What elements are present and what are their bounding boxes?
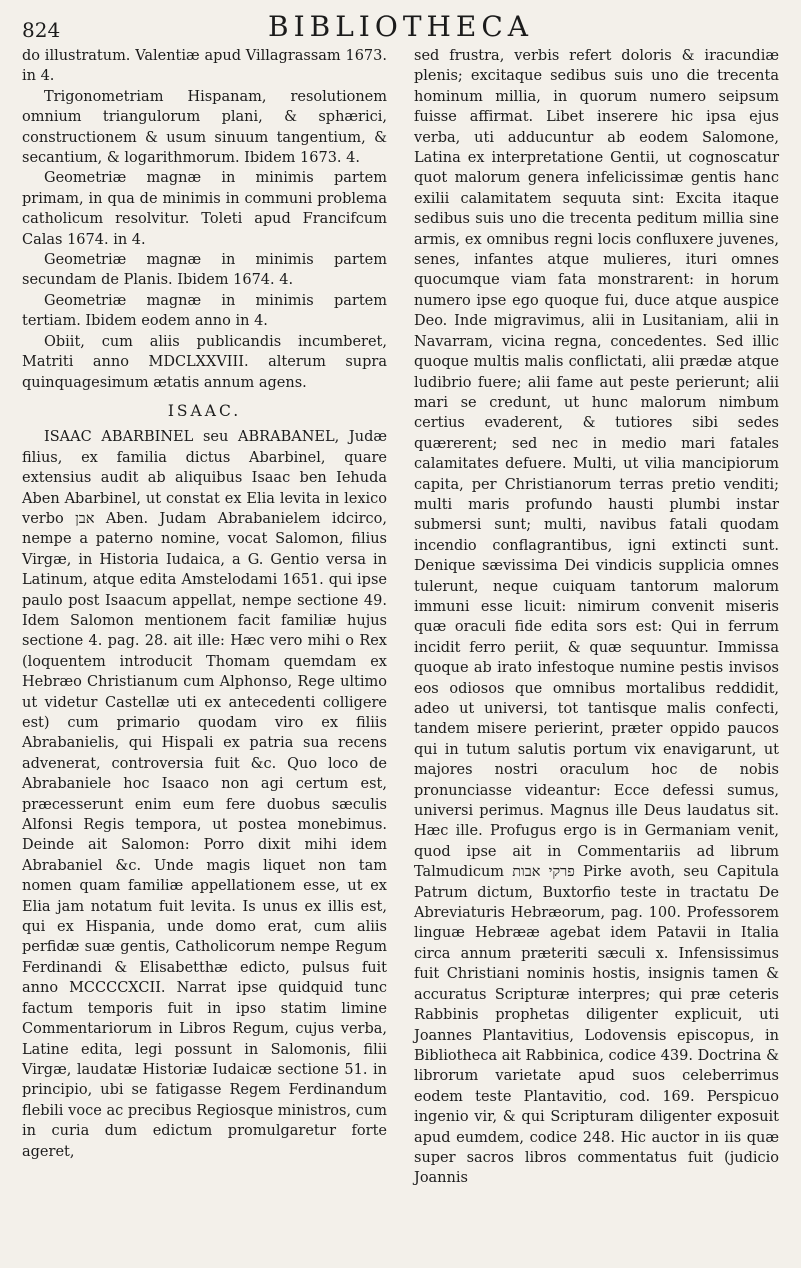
section-heading: ISAAC. bbox=[167, 401, 242, 420]
running-title: BIBLIOTHECA bbox=[268, 10, 533, 43]
paragraph: Obiit, cum aliis publicandis incumberet, Matriti anno MDCLXXVIII. alterum supra quinquagesimum ætatis annum agens. bbox=[22, 333, 387, 391]
paragraph: do illustratum. Valentiæ apud Villagrassam 1673. in 4. bbox=[22, 48, 387, 85]
right-column bbox=[414, 46, 779, 1189]
page-number: 824 bbox=[22, 18, 61, 42]
paragraph: Geometriæ magnæ in minimis partem secundam de Planis. Ibidem 1674. 4. bbox=[22, 252, 387, 289]
paragraph: ISAAC ABARBINEL seu ABRABANEL, Judæ filius, ex familia dictus Abarbinel, quare extensius audit ab aliquibus Isaac ben Iehuda Aben Abarbinel, ut constat ex Elia levita in lexico verbo אבן Aben. Judam Abrabanielem idcirco, nempe a paterno nomine, vocat Salomon, filius Virgæ, in Historia Iudaica, a G. Gentio versa in Latinum, atque edita Amstelodami 1651. qui ipse paulo post Isaacum appellat, nempe sectione 49. Idem Salomon mentionem facit familiæ hujus sectione 4. pag. 28. ait ille: Hæc vero mihi o Rex (loquentem introducit Thomam quemdam ex Hebræo Christianum cum Alphonso, Rege ultimo ut videtur Castellæ uti ex antecedenti colligere est) cum primario quodam viro ex filiis Abrabanielis, qui Hispali ex patria sua recens advenerat, controversia fuit &c. Quo loco de Abrabaniele hoc Isaaco non agi certum est, præcesserunt enim eum fere duobus sæculis Alfonsi Regis tempora, ut postea monebimus. Deinde ait Salomon: Porro dixit mihi idem Abrabaniel &c. Unde magis liquet non tam nomen quam familiæ appellationem esse, ut ex Elia jam notatum fuit levita. Is unus ex illis est, qui ex Hispania, unde domo erat, cum aliis perfidæ suæ gentis, Catholicorum nempe Regum Ferdinandi & Elisabetthæ edicto, pulsus fuit anno MCCCCXCII. Narrat ipse quidquid tunc factum temporis fuit in ipso statim limine Commentariorum in Libros Regum, cujus verba, Latine edita, legi possunt in Salomonis, filii Virgæ, laudatæ Historiæ Iudaicæ sectione 51. in principio, ubi se fatigasse Regem Ferdinandum flebili voce ac precibus Regiosque ministros, cum in curia dum edictum promulgaretur forte ageret, bbox=[22, 429, 387, 1160]
paragraph: Geometriæ magnæ in minimis partem primam, in qua de minimis in communi problema catholicum resolvitur. Toleti apud Francifcum Calas 1674. in 4. bbox=[22, 170, 387, 248]
paragraph: Geometriæ magnæ in minimis partem tertiam. Ibidem eodem anno in 4. bbox=[22, 292, 387, 330]
left-column bbox=[22, 46, 387, 1162]
running-head bbox=[22, 4, 779, 44]
paragraph: sed frustra, verbis refert doloris & iracundiæ plenis; excitaque sedibus suis uno die trecenta hominum millia, in quorum numero seipsum fuisse affirmat. Libet inserere hic ipsa ejus verba, uti adducuntur ab eodem Salomone, Latina ex interpretatione Gentii, ut cognoscatur quot malorum genera infelicissimæ gentis hanc exilii calamitatem sequuta sint: Excita itaque sedibus suis uno die trecenta peditum millia sine armis, ex omnibus regni locis confluxere juvenes, senes, infantes atque mulieres, ituri omnes quocumque viam fata monstrarent: in horum numero ipse ego quoque fui, duce atque auspice Deo. Inde migravimus, alii in Lusitaniam, alii in Navarram, vicina regna, concedentes. Sed illic quoque multis malis conflictati, alii prædæ atque ludibrio fuere; alii fame aut peste perierunt; alii mari se credunt, ut hunc malorum nimbum certius evaderent, & tutiores sibi sedes quærerent; sed nec in medio mari fatales calamitates defuere. Multi, ut vilia mancipiorum capita, per Christianorum terras pretio venditi; multi maris profundo hausti plumbi instar submersi sunt; multi, navibus fatali quodam incendio conflagrantibus, igni extincti sunt. Denique sævissima Dei vindicis supplicia omnes tulerunt, neque cuiquam tantorum malorum immuni esse licuit: nimirum convenit miseris quæ oraculi fide edita sors est: Qui in ferrum incidit ferro periit, & quæ sequuntur. Immissa quoque ab irato infestoque numine pestis invisos eos odiosos que omnibus mortalibus reddidit, adeo ut universi, tot tantisque malis confecti, tandem misere perierint, præter oppido paucos qui in tutum salutis portum vix enavigarunt, ut majores nostri oraculum hoc de nobis pronunciasse videantur: Ecce defessi sumus, universi perimus. Magnus ille Deus laudatus sit. Hæc ille. Profugus ergo is in Germaniam venit, quod ipse ait in Commentariis ad librum Talmudicum פרקי אבות Pirke avoth, seu Capitula Patrum dictum, Buxtorfio teste in tractatu De Abreviaturis Hebræorum, pag. 100. Professorem linguæ Hebrææ agebat idem Patavii in Italia circa annum præteriti sæculi x. Infensissimus fuit Christiani nominis hostis, insignis tamen & accuratus Scripturæ interpres; qui præ ceteris Rabbinis prophetas diligenter explicuit, uti Joannes Plantavitius, Lodovensis episcopus, in Bibliotheca ait Rabbinica, codice 439. Doctrina & librorum varietate apud suos celeberrimus eodem teste Plantavitio, cod. 169. Perspicuo ingenio vir, & qui Scripturam diligenter exposuit apud eumdem, codice 248. Hic auctor in iis quæ super sacros libros commentatus fuit (judicio Joannis bbox=[414, 48, 780, 1187]
paragraph: Trigonometriam Hispanam, resolutionem omnium triangulorum plani, & sphærici, constructionem & usum sinuum tangentium, & secantium, & logarithmorum. Ibidem 1673. 4. bbox=[22, 88, 387, 167]
